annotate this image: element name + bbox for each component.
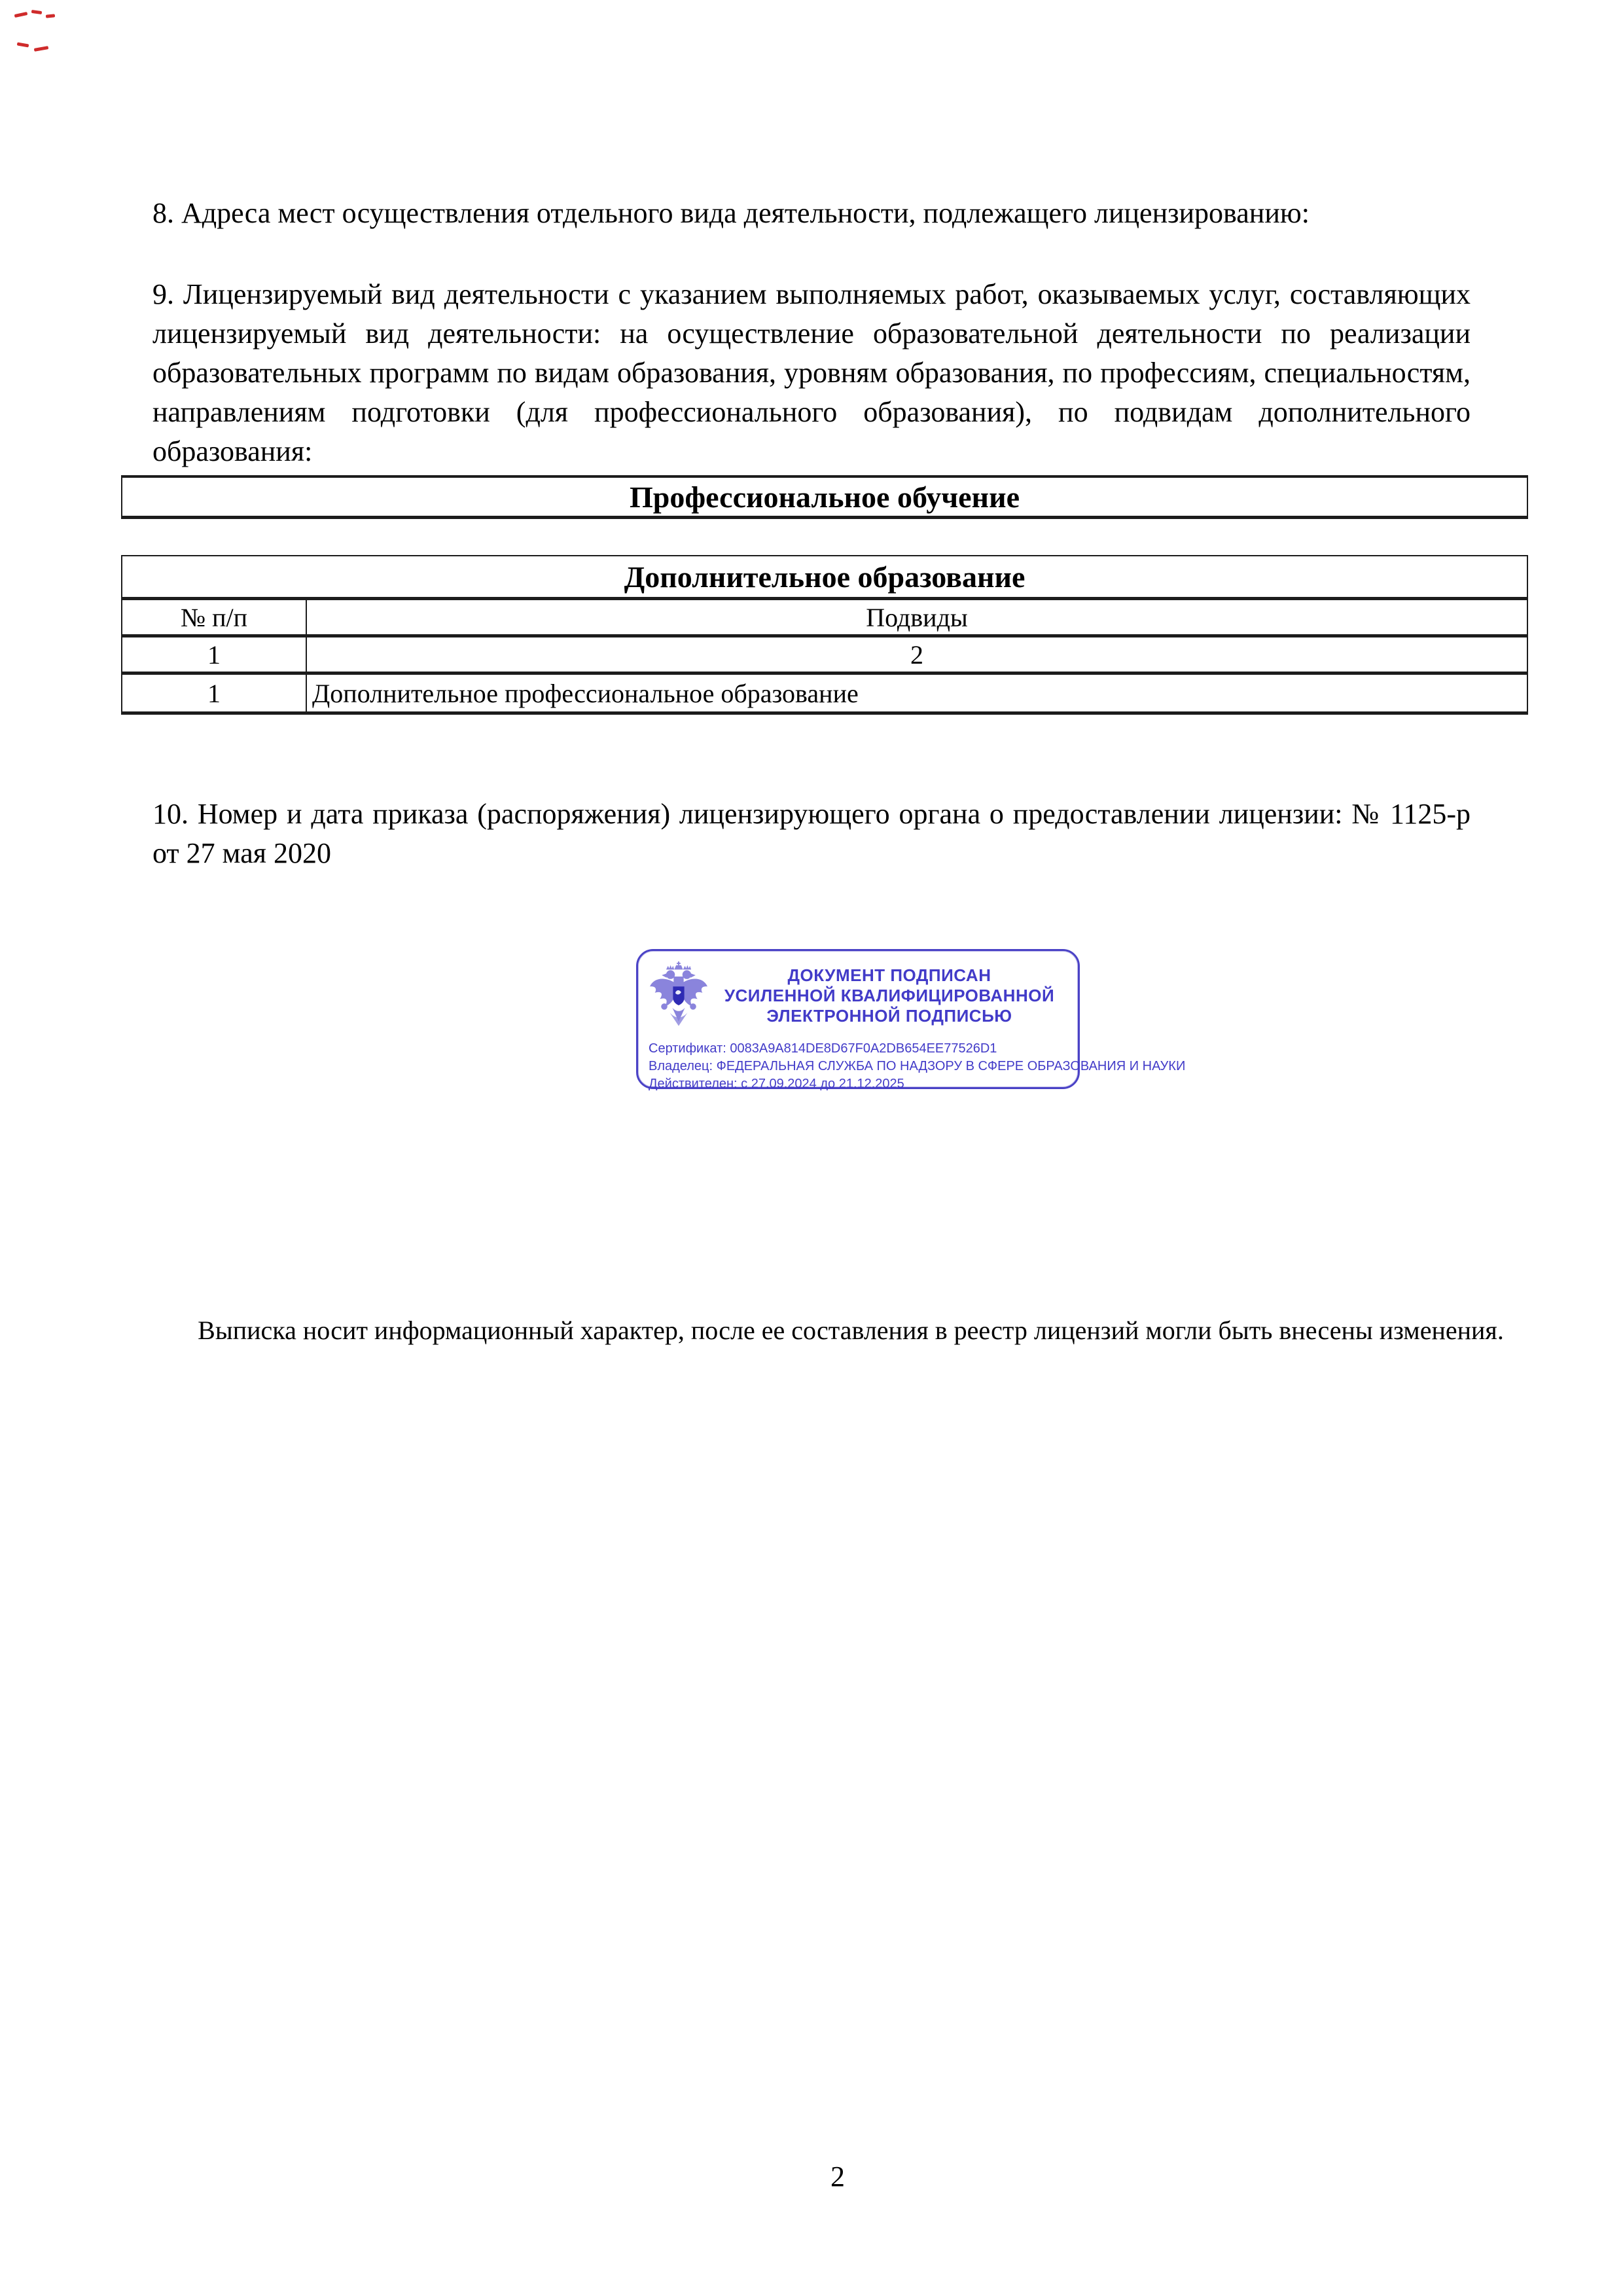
stamp-title-line-2: УСИЛЕННОЙ КВАЛИФИЦИРОВАННОЙ [724, 986, 1055, 1005]
table-additional-education-title: Дополнительное образование [122, 556, 1527, 599]
stamp-title-line-1: ДОКУМЕНТ ПОДПИСАН [787, 965, 991, 985]
paragraph-10-order-number: 10. Номер и дата приказа (распоряжения) лицензирующего органа о предоставлении лицензии: № 1125-р от 27 мая 2020 [152, 798, 1471, 869]
paragraph-8-addresses: 8. Адреса мест осуществления отдельного вида деятельности, подлежащего лицензированию: [152, 197, 1310, 229]
footer-note: Выписка носит информационный характер, после ее составления в реестр лицензий могли быть внесены изменения. [198, 1316, 1504, 1345]
page-number: 2 [830, 2161, 845, 2193]
column-header-number: № п/п [122, 599, 306, 636]
stamp-top-row [638, 951, 1078, 1033]
row-subtype-cell: Дополнительное профессиональное образование [306, 673, 1527, 713]
stamp-title [710, 960, 1069, 1026]
stamp-details [638, 1033, 1186, 1093]
stamp-certificate-line: Сертификат: 0083A9A814DE8D67F0A2DB654EE77526D1 [649, 1041, 997, 1056]
coat-of-arms-icon [647, 961, 710, 1033]
paragraph-9-licensed-activity: 9. Лицензируемый вид деятельности с указанием выполняемых работ, оказываемых услуг, составляющих лицензируемый вид деятельности: на осуществление образовательной деятельности по реализации образовательных программ по видам образования, уровням образования, по профессиям, специальностям, направлениям подготовки (для профессионального образования), по подвидам дополнительного образования: [152, 278, 1471, 467]
digital-signature-stamp [636, 949, 1186, 1091]
stamp-validity-line: Действителен: с 27.09.2024 до 21.12.2025 [649, 1077, 904, 1091]
table-additional-education [121, 555, 1528, 715]
index-cell-1: 1 [122, 636, 306, 673]
stamp-title-line-3: ЭЛЕКТРОННОЙ ПОДПИСЬЮ [766, 1006, 1012, 1026]
table-professional-training [121, 475, 1528, 519]
column-header-subtypes: Подвиды [306, 599, 1527, 636]
index-cell-2: 2 [306, 636, 1527, 673]
stamp-owner-line: Владелец: ФЕДЕРАЛЬНАЯ СЛУЖБА ПО НАДЗОРУ В СФЕРЕ ОБРАЗОВАНИЯ И НАУКИ [649, 1059, 1186, 1073]
table-professional-training-title: Профессиональное обучение [122, 476, 1527, 518]
row-number-cell: 1 [122, 673, 306, 713]
red-artifact-marks [14, 9, 73, 71]
